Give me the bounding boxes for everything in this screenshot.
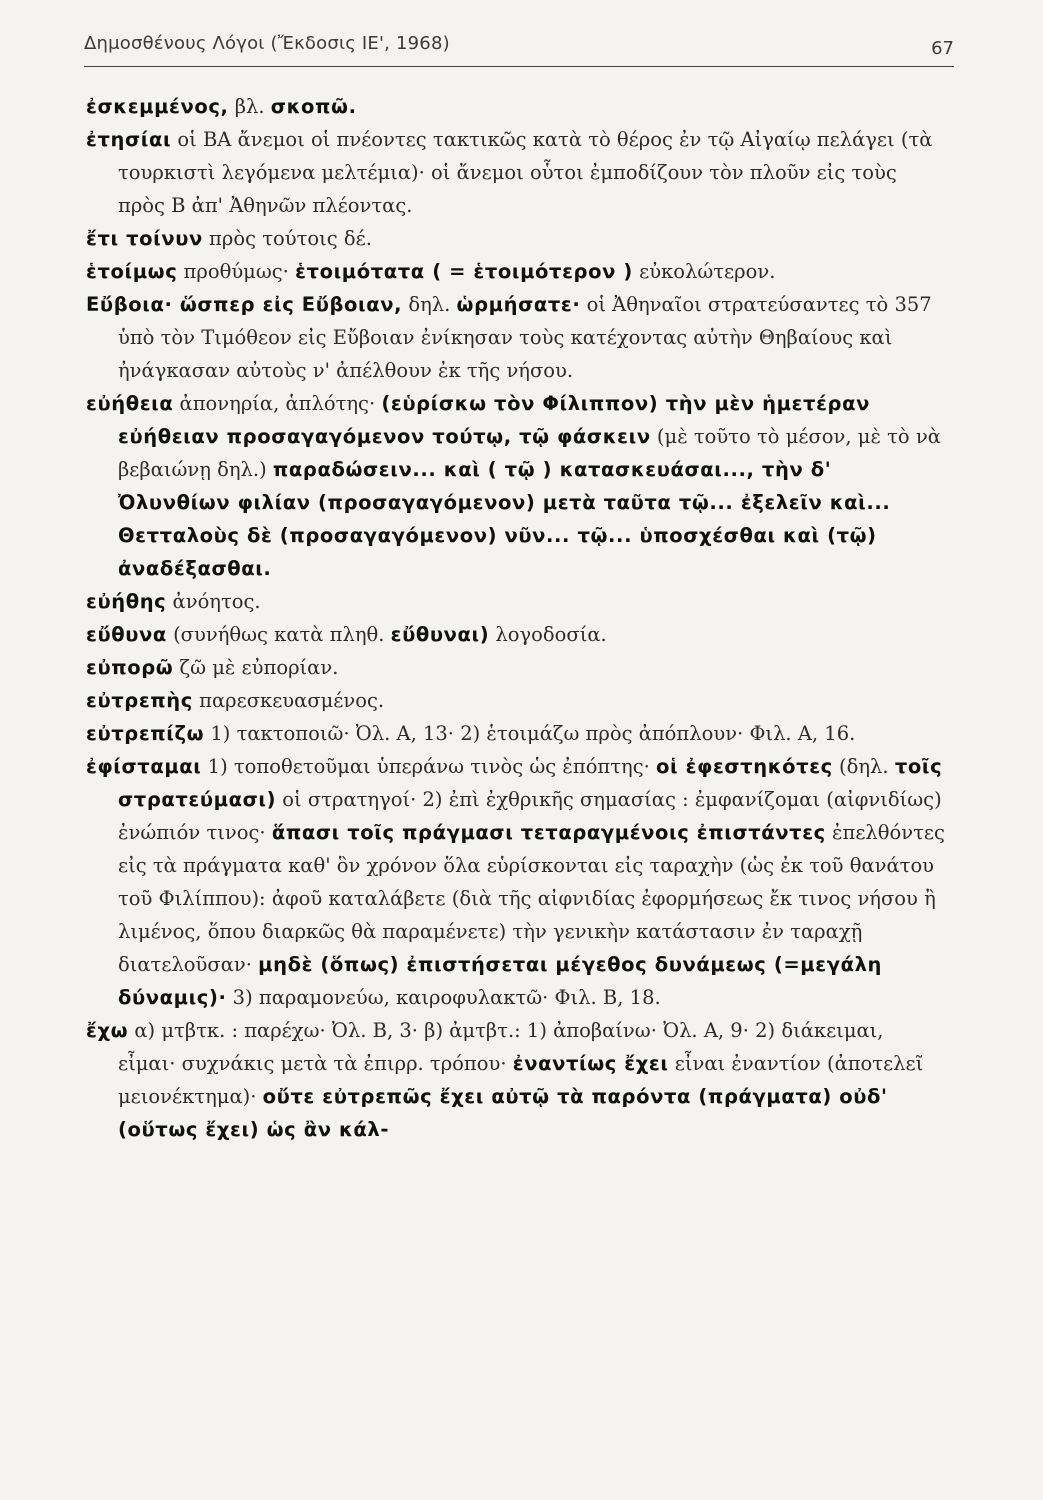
headword-text: εὐπορῶ [86,656,174,679]
dictionary-entry [86,222,946,255]
definition-text: προθύμως· [177,260,296,283]
headword-text: (εὑρίσκω τὸν Φίλιππον) τὴν μὲν ἡμετέραν εὐήθειαν προσαγαγόμενον τούτῳ, τῷ φάσκειν [118,392,870,448]
definition-text: 3) παραμονεύω, καιροφυλακτῶ· Φιλ. Β, 18. [226,986,661,1009]
headword-text: ἐφίσταμαι [86,755,202,778]
headword-text: ἐτησίαι [86,128,172,151]
definition-text: ἀπονηρία, ἁπλότης· [173,392,382,415]
headword-text: οἱ ἐφεστηκότες [656,755,833,778]
headword-text: εὐήθης [86,590,167,613]
dictionary-entry [86,684,946,717]
page-number: 67 [931,38,954,59]
headword-text: εὐτρεπὴς [86,689,193,712]
headword-text: ἅπασι τοῖς πράγμασι τεταραγμένοις ἐπιστάντες [271,821,826,844]
page-header [84,20,954,67]
dictionary-entry [86,585,946,618]
headword-text: εὐήθεια [86,392,174,415]
headword-text: ὡρμήσατε· [456,293,581,316]
headword-text: ἔχω [86,1019,129,1042]
definition-text: οἱ στρατηγοί· 2) ἐπὶ ἐχθρικῆς σημασίας : ἐμφανίζομαι (αἰφνιδίως) ἐνώπιόν τινος· [118,788,942,844]
definition-text: 1) τοποθετοῦμαι ὑπεράνω τινὸς ὡς ἐπόπτης· [201,755,657,778]
definition-text: βλ. [228,95,271,118]
definition-text: οἱ Ἀθηναῖοι στρατεύσαντες τὸ 357 ὑπὸ τὸν Τιμόθεον εἰς Εὔβοιαν ἐνίκησαν τοὺς κατέχοντας αὐτὴν Θηβαίους καὶ ἠνάγκασαν αὐτοὺς ν' ἀπέλθουν ἐκ τῆς νήσου. [118,293,932,382]
headword-text: Εὔβοια· ὥσπερ εἰς Εὔβοιαν, [86,293,403,316]
definition-text: α) μτβτκ. : παρέχω· Ὀλ. Β, 3· β) ἀμτβτ.: 1) ἀποβαίνω· Ὀλ. Α, 9· 2) διάκειμαι, εἶμαι· συχνάκις μετὰ τὰ ἐπιρρ. τρόπου· [118,1019,884,1075]
dictionary-entry [86,717,946,750]
definition-text: ζῶ μὲ εὐπορίαν. [173,656,339,679]
headword-text: ἐσκεμμένος, [86,95,229,118]
definition-text: λογοδοσία. [489,623,607,646]
definition-text: δηλ. [402,293,457,316]
running-title: Δημοσθένους Λόγοι (Ἔκδοσις ΙΕ', 1968) [84,33,450,54]
definition-text: εὐκολώτερον. [632,260,776,283]
headword-text: παραδώσειν... καὶ ( τῷ ) κατασκευάσαι..., τὴν δ' Ὀλυνθίων φιλίαν (προσαγαγόμενον) μετὰ ταῦτα τῷ... ἐξελεῖν καὶ... Θετταλοὺς δὲ (προσαγαγόμενον) νῦν... τῷ... ὑποσχέσθαι καὶ (τῷ) ἀναδέξασθαι. [118,458,891,580]
definition-text: (δηλ. [832,755,895,778]
definition-text: πρὸς τούτοις δέ. [202,227,372,250]
dictionary-text [86,90,946,1146]
dictionary-entry [86,123,946,222]
definition-text: παρεσκευασμένος. [192,689,385,712]
headword-text: ἐναντίως ἔχει [512,1052,669,1075]
definition-text: οἱ ΒΑ ἄνεμοι οἱ πνέοντες τακτικῶς κατὰ τὸ θέρος ἐν τῷ Αἰγαίῳ πελάγει (τὰ τουρκιστὶ λεγόμενα μελτέμια)· οἱ ἄνεμοι οὗτοι ἐμποδίζουν τὸν πλοῦν εἰς τοὺς πρὸς Β ἀπ' Ἀθηνῶν πλέοντας. [118,128,933,217]
headword-text: μηδὲ (ὅπως) ἐπιστήσεται μέγεθος δυνάμεως (=μεγάλη δύναμις)· [118,953,882,1009]
headword-text: ἑτοιμότατα ( = ἑτοιμότερον ) [295,260,633,283]
dictionary-entry [86,288,946,387]
definition-text: εἶναι ἐναντίον (ἀποτελεῖ μειονέκτημα)· [118,1052,924,1108]
headword-text: ἔτι τοίνυν [86,227,203,250]
dictionary-entry [86,90,946,123]
definition-text: ἀνόητος. [166,590,261,613]
dictionary-entry [86,651,946,684]
dictionary-entry [86,750,946,1014]
headword-text: εὐτρεπίζω [86,722,205,745]
dictionary-entry [86,255,946,288]
definition-text: 1) τακτοποιῶ· Ὀλ. Α, 13· 2) ἑτοιμάζω πρὸς ἀπόπλουν· Φιλ. Α, 16. [204,722,856,745]
headword-text: σκοπῶ. [270,95,357,118]
headword-text: ἑτοίμως [86,260,178,283]
headword-text: τοῖς στρατεύμασι) [118,755,943,811]
dictionary-entry [86,1014,946,1146]
headword-text: οὔτε εὐτρεπῶς ἔχει αὐτῷ τὰ παρόντα (πράγματα) οὐδ' (οὕτως ἔχει) ὡς ἂν κάλ- [118,1085,888,1141]
definition-text: ἐπελθόντες εἰς τὰ πράγματα καθ' ὃν χρόνον ὅλα εὑρίσκονται εἰς ταραχὴν (ὡς ἐκ τοῦ θανάτου τοῦ Φιλίππου): ἀφοῦ καταλάβετε (διὰ τῆς αἰφνιδίας ἐφορμήσεως ἔκ τινος νήσου ἢ λιμένος, ὅπου διαρκῶς θὰ παραμένετε) τὴν γενικὴν κατάστασιν ἐν ταραχῇ διατελοῦσαν· [118,821,945,976]
headword-text: εὔθυναι) [390,623,490,646]
definition-text: (συνήθως κατὰ πληθ. [166,623,391,646]
dictionary-entry [86,618,946,651]
definition-text: (μὲ τοῦτο τὸ μέσον, μὲ τὸ νὰ βεβαιώνῃ δηλ.) [118,425,941,481]
headword-text: εὔθυνα [86,623,167,646]
dictionary-entry [86,387,946,585]
